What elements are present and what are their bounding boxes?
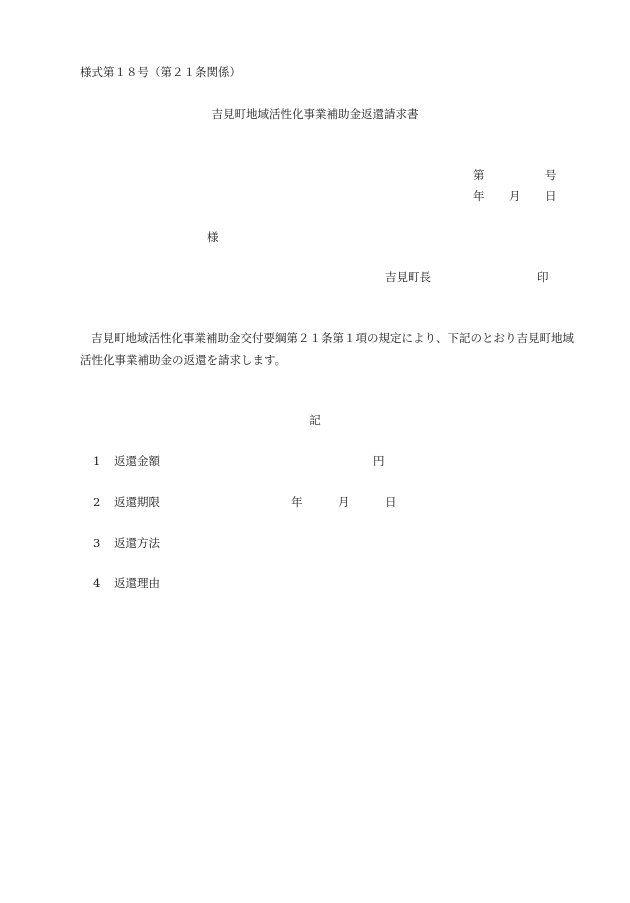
- item-number: 2: [93, 495, 101, 509]
- reference-number-prefix: 第: [473, 168, 485, 182]
- item-number: 3: [93, 536, 101, 550]
- sender-name: 吉見町長: [385, 270, 431, 284]
- item-number: 1: [93, 454, 101, 468]
- request-body-text: 吉見町地域活性化事業補助金交付要綱第２１条第１項の規定により、下記のとおり吉見町地域活性化事業補助金の返還を請求します。: [80, 331, 574, 367]
- amount-unit-yen: 円: [373, 454, 385, 468]
- item-label-return-amount: 返還金額: [114, 454, 160, 468]
- deadline-day-label: 日: [385, 495, 397, 509]
- form-number: 様式第１８号（第２１条関係）: [80, 65, 241, 79]
- date-day-label: 日: [545, 189, 557, 203]
- addressee-honorific: 様: [207, 230, 219, 244]
- sender-seal-mark: 印: [537, 270, 549, 284]
- date-month-label: 月: [509, 189, 521, 203]
- date-year-label: 年: [473, 189, 485, 203]
- item-label-return-reason: 返還理由: [114, 576, 160, 590]
- deadline-month-label: 月: [338, 495, 350, 509]
- reference-number-suffix: 号: [545, 168, 557, 182]
- item-label-return-deadline: 返還期限: [114, 495, 160, 509]
- ki-heading: 記: [309, 413, 321, 427]
- item-number: 4: [93, 576, 101, 590]
- document-title: 吉見町地域活性化事業補助金返還請求書: [211, 107, 419, 121]
- deadline-year-label: 年: [291, 495, 303, 509]
- item-label-return-method: 返還方法: [114, 536, 160, 550]
